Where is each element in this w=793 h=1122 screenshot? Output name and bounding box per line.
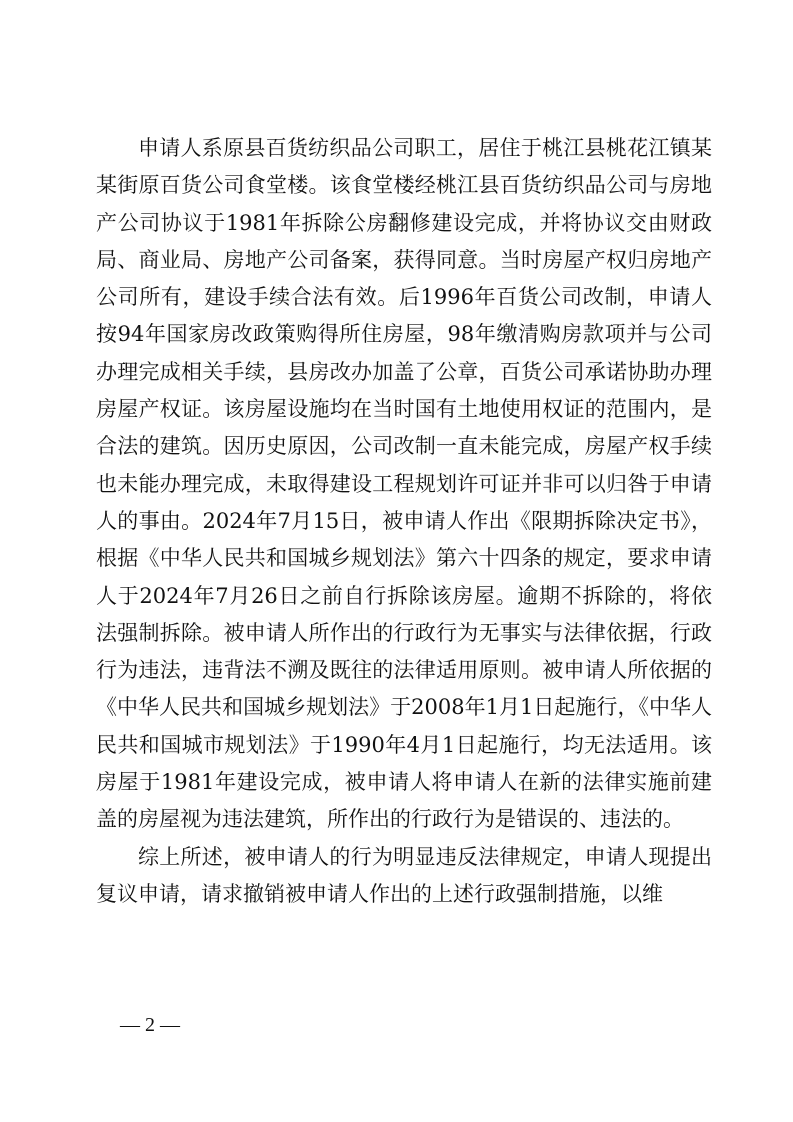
paragraph-facts: 申请人系原县百货纺织品公司职工，居住于桃江县桃花江镇某某街原百货公司食堂楼。该食堂楼经桃江县百货纺织品公司与房地产公司协议于1981年拆除公房翻修建设完成，并将协议交由财政局、商业局、房地产公司备案，获得同意。当时房屋产权归房地产公司所有，建设手续合法有效。后1996年百货公司改制，申请人按94年国家房改政策购得所住房屋，98年缴清购房款项并与公司办理完成相关手续，县房改办加盖了公章，百货公司承诺协助办理房屋产权证。该房屋设施均在当时国有土地使用权证的范围内，是合法的建筑。因历史原因，公司改制一直未能完成，房屋产权手续也未能办理完成，未取得建设工程规划许可证并非可以归咎于申请人的事由。2024年7月15日，被申请人作出《限期拆除决定书》，根据《中华人民共和国城乡规划法》第六十四条的规定，要求申请人于2024年7月26日之前自行拆除该房屋。逾期不拆除的，将依法强制拆除。被申请人所作出的行政行为无事实与法律依据，行政行为违法，违背法不溯及既往的法律适用原则。被申请人所依据的《中华人民共和国城乡规划法》于2008年1月1日起施行，《中华人民共和国城市规划法》于1990年4月1日起施行，均无法适用。该房屋于1981年建设完成，被申请人将申请人在新的法律实施前建盖的房屋视为违法建筑，所作出的行政行为是错误的、违法的。 <box>96 136 712 832</box>
body-text <box>96 130 712 913</box>
paragraph-conclusion: 综上所述，被申请人的行为明显违反法律规定，申请人现提出复议申请，请求撤销被申请人作出的上述行政强制措施，以维 <box>96 844 712 906</box>
page-number: — 2 — <box>120 1014 180 1036</box>
